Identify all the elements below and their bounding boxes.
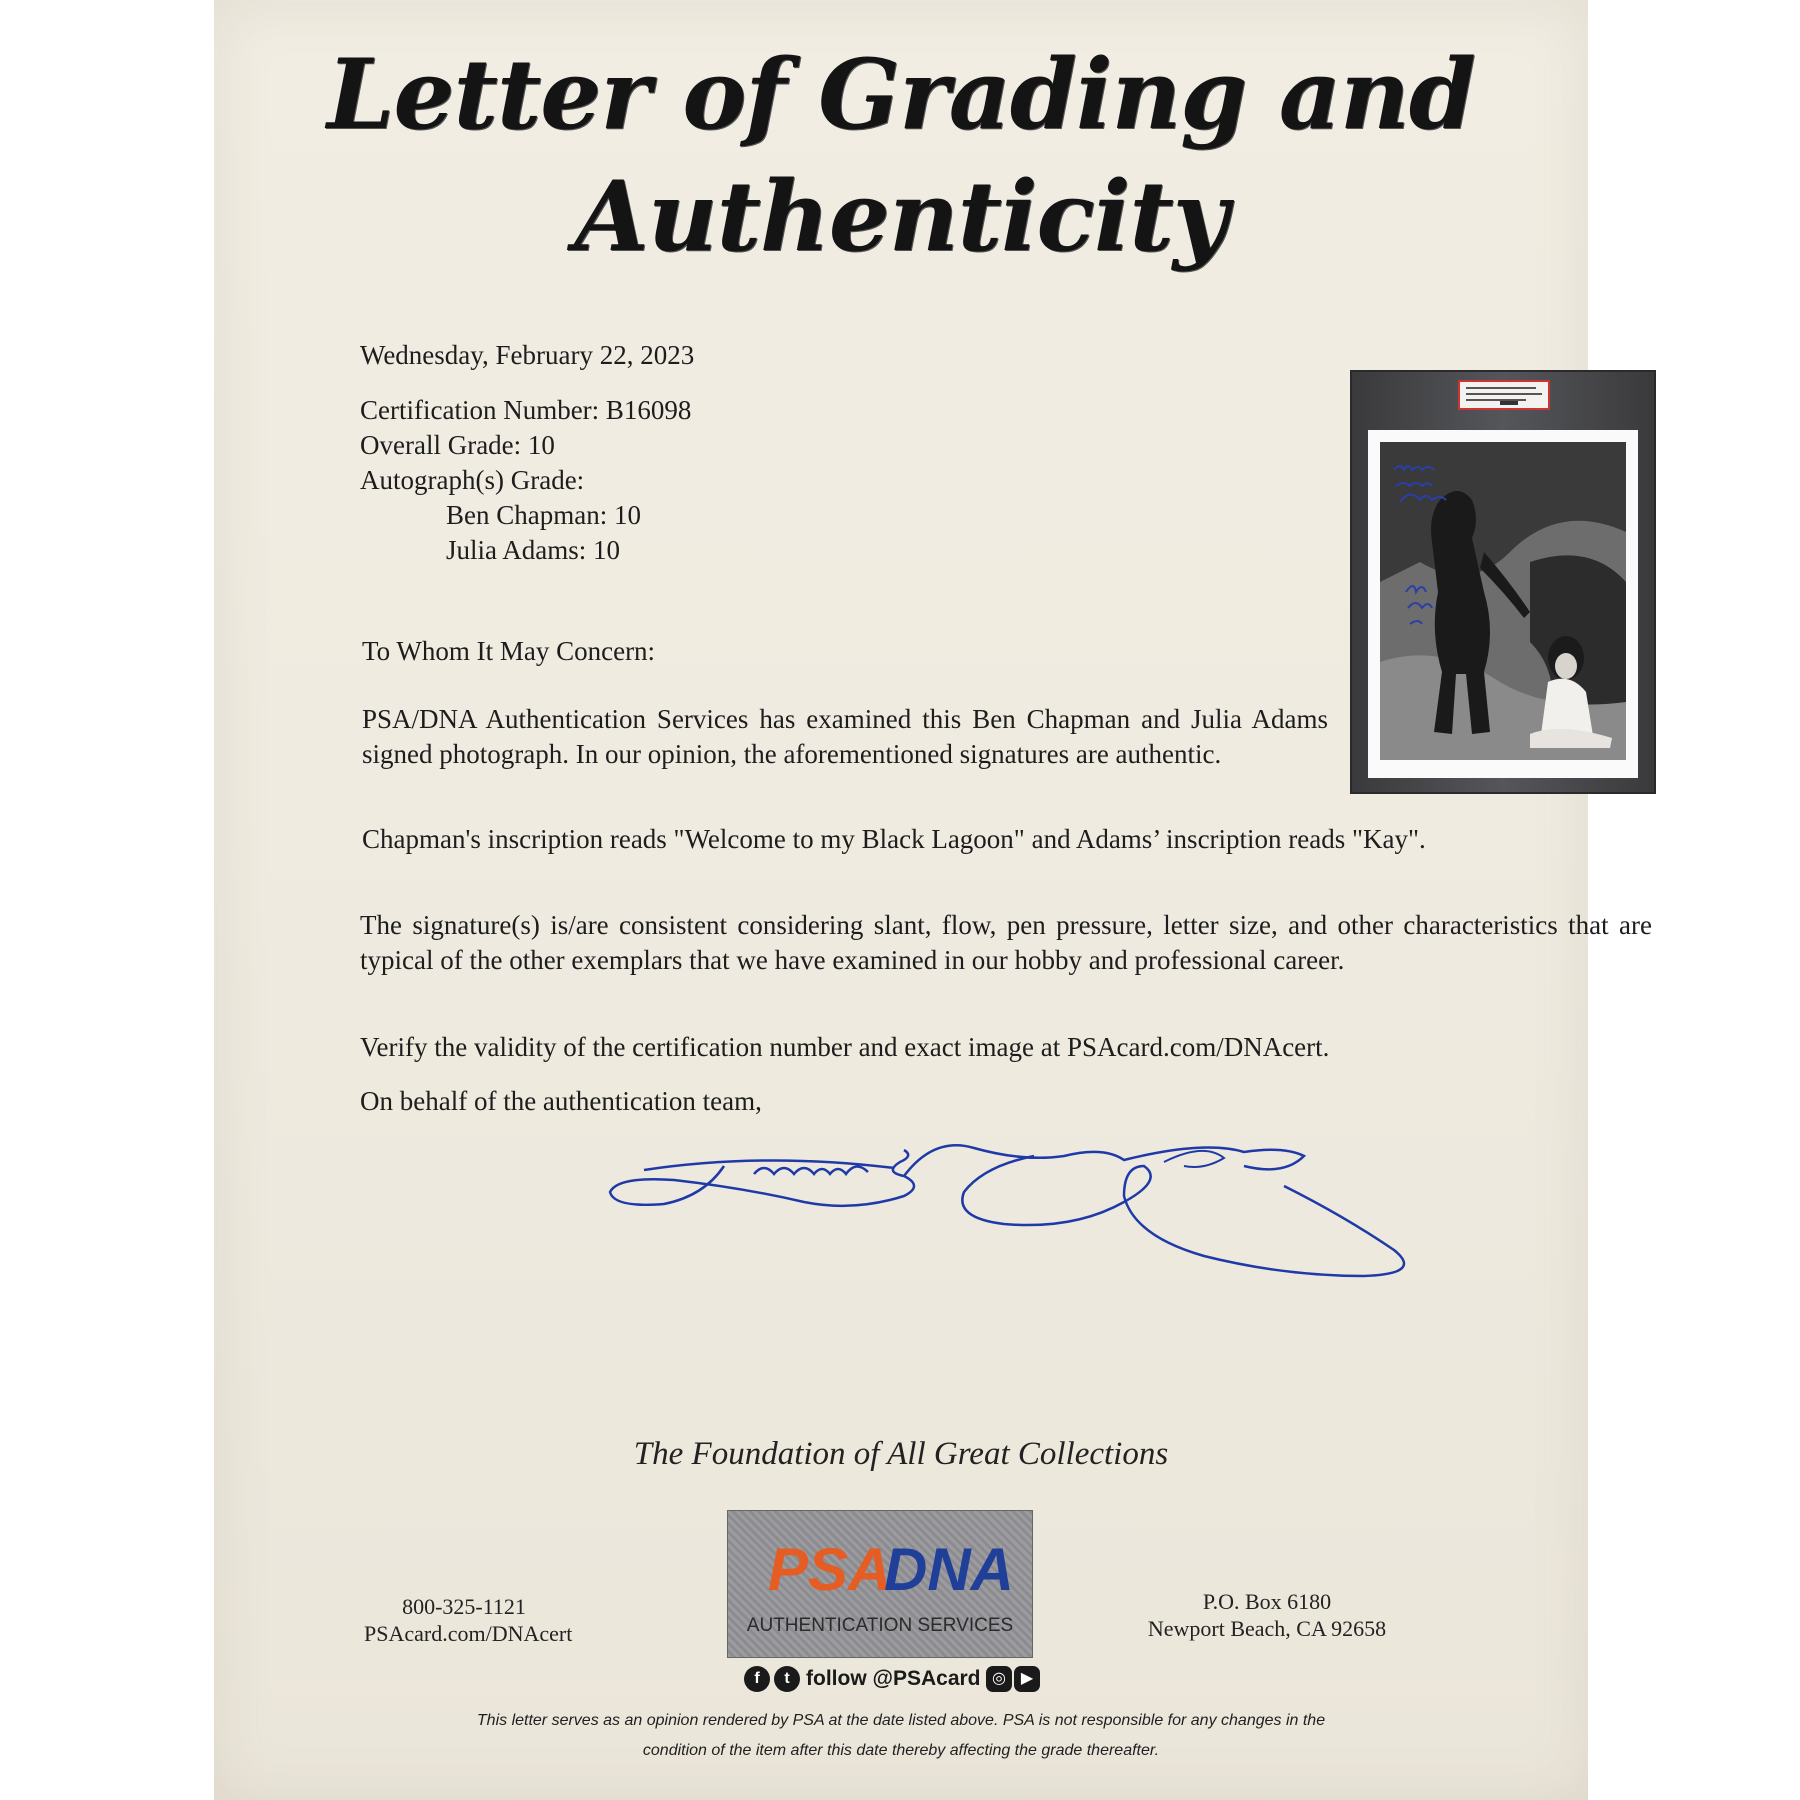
paragraph-verify: Verify the validity of the certification number and exact image at PSAcard.com/DNAcert. — [360, 1032, 1330, 1062]
paragraph-inscriptions: Chapman's inscription reads "Welcome to my Black Lagoon" and Adams’ inscription reads "Kay". — [362, 824, 1426, 854]
letter-title-line-2: Authenticity — [574, 160, 1228, 273]
disclaimer-line-2: condition of the item after this date thereby affecting the grade thereafter. — [642, 1742, 1160, 1759]
signed-photograph — [1380, 442, 1626, 760]
footer-contact-left — [364, 1593, 573, 1647]
slab-label — [1458, 380, 1550, 410]
logo-psa-text: PSA — [768, 1536, 892, 1603]
facebook-icon: f — [744, 1666, 770, 1692]
autograph-grade-label: Autograph(s) Grade: — [360, 465, 585, 495]
autograph-grade-chapman: Ben Chapman: 10 — [446, 500, 641, 530]
authenticator-signature — [604, 1126, 1524, 1286]
letter-date: Wednesday, February 22, 2023 — [360, 340, 695, 370]
psa-dna-logo — [727, 1510, 1033, 1658]
slabbed-photo — [1350, 370, 1656, 794]
logo-subtitle: AUTHENTICATION SERVICES — [746, 1615, 1014, 1636]
overall-grade: Overall Grade: 10 — [360, 430, 555, 460]
autograph-grade-adams: Julia Adams: 10 — [446, 535, 620, 565]
twitter-icon: t — [774, 1666, 800, 1692]
footer-phone: 800-325-1121 — [402, 1594, 526, 1619]
footer-po-box: P.O. Box 6180 — [1202, 1589, 1332, 1614]
social-row — [734, 1664, 1034, 1696]
letter-paper — [214, 0, 1652, 1800]
footer-website: PSAcard.com/DNAcert — [364, 1621, 573, 1646]
closing-line: On behalf of the authentication team, — [360, 1086, 762, 1116]
photo-mat — [1368, 430, 1638, 778]
youtube-icon: ▶ — [1014, 1666, 1040, 1692]
footer-city: Newport Beach, CA 92658 — [1147, 1616, 1387, 1641]
disclaimer-line-1: This letter serves as an opinion rendered by PSA at the date listed above. PSA is not responsible for any changes in the — [476, 1712, 1326, 1729]
letter-title-line-1: Letter of Grading and — [327, 38, 1475, 151]
certification-number: Certification Number: B16098 — [360, 395, 692, 425]
logo-dna-text: DNA — [884, 1536, 1014, 1603]
footer-contact-right — [1132, 1588, 1402, 1642]
paragraph-consistency: The signature(s) is/are consistent considering slant, flow, pen pressure, letter size, and other characteristics that are typical of the other exemplars that we have examined in our hobby and professional career. — [360, 910, 1652, 975]
instagram-icon: ◎ — [986, 1666, 1012, 1692]
footer-tagline: The Foundation of All Great Collections — [633, 1436, 1169, 1472]
salutation: To Whom It May Concern: — [362, 636, 656, 666]
social-follow-text: follow @PSAcard — [806, 1667, 981, 1690]
paragraph-examination: PSA/DNA Authentication Services has examined this Ben Chapman and Julia Adams signed photograph. In our opinion, the aforementioned signatures are authentic. — [362, 704, 1328, 769]
